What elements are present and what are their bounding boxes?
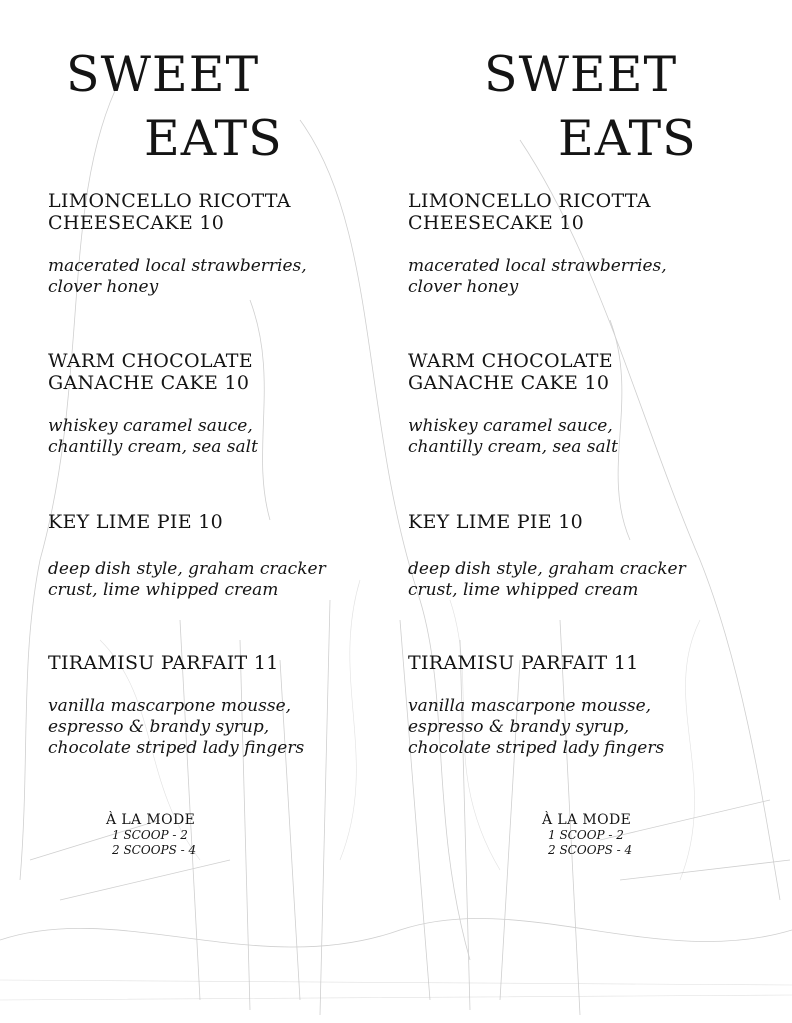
alamode-option-two-scoops: 2 SCOOPS - 4: [548, 843, 633, 857]
item-name-line: LIMONCELLO RICOTTA: [48, 190, 291, 212]
item-desc-line: espresso & brandy syrup,: [408, 717, 630, 737]
menu-item-cheesecake: [48, 190, 378, 298]
item-name-line: CHEESECAKE 10: [408, 212, 585, 234]
menu-item-name: [408, 190, 738, 234]
menu-item-key-lime-pie: [408, 511, 738, 601]
item-name-line: TIRAMISU PARFAIT 11: [48, 652, 279, 674]
menu-item-cheesecake: [408, 190, 738, 298]
menu-title-line-2: EATS: [558, 110, 697, 167]
item-desc-line: crust, lime whipped cream: [408, 580, 639, 600]
menu-item-description: [408, 256, 738, 298]
alamode-heading: À LA MODE: [542, 812, 632, 828]
item-desc-line: deep dish style, graham cracker: [48, 559, 326, 579]
item-name-line: CHEESECAKE 10: [48, 212, 225, 234]
item-desc-line: vanilla mascarpone mousse,: [408, 696, 652, 716]
item-name-line: LIMONCELLO RICOTTA: [408, 190, 651, 212]
item-desc-line: deep dish style, graham cracker: [408, 559, 686, 579]
alamode-option-two-scoops: 2 SCOOPS - 4: [112, 843, 197, 857]
item-desc-line: chocolate striped lady fingers: [408, 738, 665, 758]
item-name-line: GANACHE CAKE 10: [408, 372, 610, 394]
menu-item-tiramisu-parfait: [48, 652, 378, 759]
menu-column-right: [408, 0, 738, 1023]
item-desc-line: whiskey caramel sauce,: [48, 416, 253, 436]
menu-title-line-2: EATS: [144, 110, 283, 167]
item-name-line: KEY LIME PIE 10: [408, 511, 584, 533]
menu-title-line-1: SWEET: [484, 46, 678, 103]
item-name-line: WARM CHOCOLATE: [408, 350, 613, 372]
menu-item-description: [48, 559, 378, 601]
item-name-line: GANACHE CAKE 10: [48, 372, 250, 394]
item-desc-line: crust, lime whipped cream: [48, 580, 279, 600]
menu-item-description: [48, 416, 378, 458]
menu-item-name: [48, 652, 378, 674]
menu-item-description: [408, 696, 738, 759]
item-name-line: TIRAMISU PARFAIT 11: [408, 652, 639, 674]
alamode-section: [106, 812, 196, 858]
menu-item-chocolate-cake: [408, 350, 738, 458]
menu-item-chocolate-cake: [48, 350, 378, 458]
item-name-line: KEY LIME PIE 10: [48, 511, 224, 533]
item-desc-line: vanilla mascarpone mousse,: [48, 696, 292, 716]
menu-item-key-lime-pie: [48, 511, 378, 601]
menu-item-description: [408, 416, 738, 458]
menu-column-left: [48, 0, 378, 1023]
menu-item-description: [408, 559, 738, 601]
item-desc-line: whiskey caramel sauce,: [408, 416, 613, 436]
alamode-heading: À LA MODE: [106, 812, 196, 828]
item-desc-line: clover honey: [48, 277, 159, 297]
menu-title-line-1: SWEET: [66, 46, 260, 103]
item-desc-line: clover honey: [408, 277, 519, 297]
item-desc-line: macerated local strawberries,: [48, 256, 307, 276]
menu-item-name: [408, 511, 738, 533]
item-desc-line: chantilly cream, sea salt: [408, 437, 618, 457]
alamode-section: [542, 812, 632, 858]
menu-item-name: [408, 350, 738, 394]
alamode-option-one-scoop: 1 SCOOP - 2: [548, 828, 624, 842]
item-name-line: WARM CHOCOLATE: [48, 350, 253, 372]
item-desc-line: chantilly cream, sea salt: [48, 437, 258, 457]
menu-item-description: [48, 256, 378, 298]
item-desc-line: chocolate striped lady fingers: [48, 738, 305, 758]
item-desc-line: espresso & brandy syrup,: [48, 717, 270, 737]
menu-item-name: [48, 511, 378, 533]
menu-item-name: [48, 190, 378, 234]
menu-item-description: [48, 696, 378, 759]
item-desc-line: macerated local strawberries,: [408, 256, 667, 276]
menu-item-tiramisu-parfait: [408, 652, 738, 759]
menu-item-name: [48, 350, 378, 394]
menu-item-name: [408, 652, 738, 674]
alamode-option-one-scoop: 1 SCOOP - 2: [112, 828, 188, 842]
